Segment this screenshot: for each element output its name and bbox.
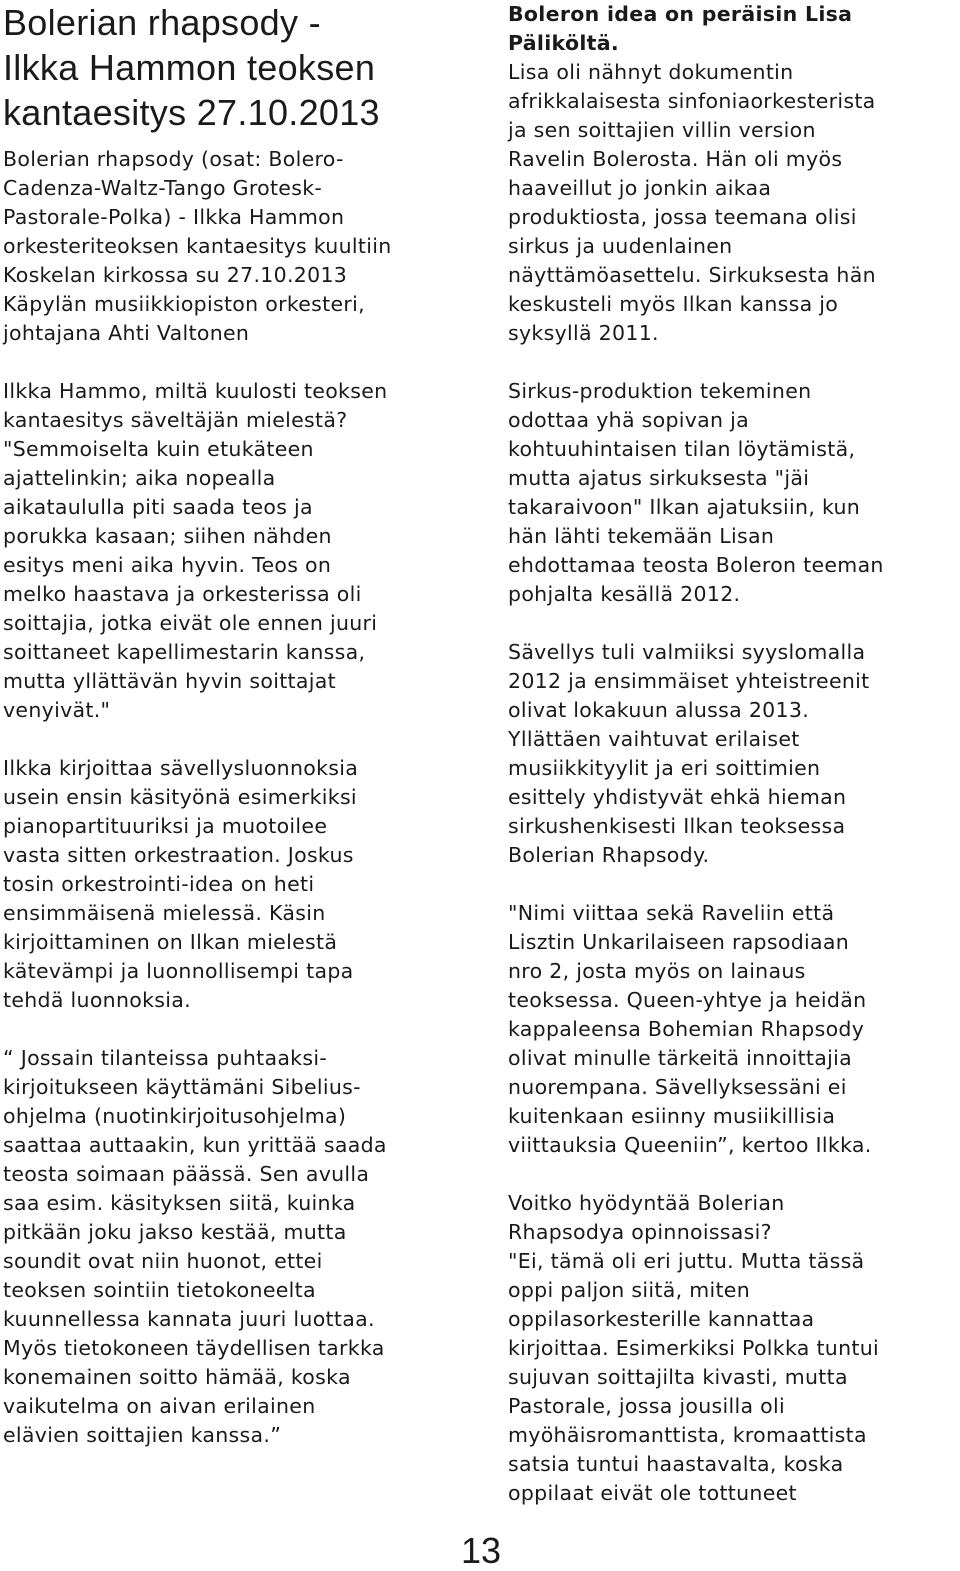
text-line: oppi paljon siitä, miten (508, 1278, 751, 1302)
heading-line: Päliköltä. (508, 31, 619, 55)
text-line: kirjoittaa. Esimerkiksi Polkka tuntui (508, 1336, 880, 1360)
text-line: Bolerian Rhapsody. (508, 843, 710, 867)
text-line: Voitko hyödyntää Bolerian (508, 1191, 785, 1215)
text-line: musiikkityylit ja eri soittimien (508, 756, 821, 780)
text-line: näyttämöasettelu. Sirkuksesta hän (508, 263, 876, 287)
article-title (3, 0, 473, 135)
text-line: sirkus ja uudenlainen (508, 234, 733, 258)
text-line: pianopartituuriksi ja muotoilee (3, 814, 328, 838)
text-line: soundit ovat niin huonot, ettei (3, 1249, 323, 1273)
text-line: ehdottamaa teosta Boleron teeman (508, 553, 884, 577)
sketching-paragraph (3, 754, 473, 1015)
text-line: takaraivoon" Ilkan ajatuksiin, kun (508, 495, 861, 519)
text-line: Sävellys tuli valmiiksi syyslomalla (508, 640, 866, 664)
section-heading (508, 0, 958, 58)
text-line: teoksen sointiin tietokoneelta (3, 1278, 316, 1302)
text-line: orkesteriteoksen kantaesitys kuultiin (3, 234, 392, 258)
text-line: syksyllä 2011. (508, 321, 659, 345)
text-line: saattaa auttaakin, kun yrittää saada (3, 1133, 387, 1157)
title-line: kantaesitys 27.10.2013 (3, 92, 380, 133)
text-line: tosin orkestrointi-idea on heti (3, 872, 315, 896)
text-line: Bolerian rhapsody (osat: Bolero- (3, 147, 344, 171)
text-line: odottaa yhä sopivan ja (508, 408, 750, 432)
text-line: johtajana Ahti Valtonen (3, 321, 250, 345)
text-line: Ravelin Bolerosta. Hän oli myös (508, 147, 843, 171)
interview-paragraph (3, 377, 473, 725)
text-line: vasta sitten orkestraation. Joskus (3, 843, 354, 867)
name-paragraph (508, 899, 958, 1160)
text-line: nro 2, josta myös on lainaus (508, 959, 806, 983)
text-line: kohtuuhintaisen tilan löytämistä, (508, 437, 856, 461)
text-line: tehdä luonnoksia. (3, 988, 191, 1012)
text-line: pohjalta kesällä 2012. (508, 582, 741, 606)
text-line: haaveillut jo jonkin aikaa (508, 176, 772, 200)
text-line: Ilkka kirjoittaa sävellysluonnoksia (3, 756, 359, 780)
text-line: kirjoitukseen käyttämäni Sibelius- (3, 1075, 361, 1099)
text-line: "Ei, tämä oli eri juttu. Mutta tässä (508, 1249, 865, 1273)
text-line: porukka kasaan; siihen nähden (3, 524, 332, 548)
text-line: afrikkalaisesta sinfoniaorkesterista (508, 89, 876, 113)
text-line: kätevämpi ja luonnollisempi tapa (3, 959, 354, 983)
text-line: elävien soittajien kanssa.” (3, 1423, 282, 1447)
text-line: esitys meni aika hyvin. Teos on (3, 553, 332, 577)
left-column (3, 0, 473, 1450)
text-line: Lisztin Unkarilaiseen rapsodiaan (508, 930, 850, 954)
text-line: keskusteli myös Ilkan kanssa jo (508, 292, 839, 316)
text-line: viittauksia Queeniin”, kertoo Ilkka. (508, 1133, 872, 1157)
text-line: “ Jossain tilanteissa puhtaaksi- (3, 1046, 328, 1070)
text-line: ensimmäisenä mielessä. Käsin (3, 901, 326, 925)
text-line: nuorempana. Sävellyksessäni ei (508, 1075, 847, 1099)
text-line: ajattelinkin; aika nopealla (3, 466, 276, 490)
text-line: soittajia, jotka eivät ole ennen juuri (3, 611, 378, 635)
text-line: kappaleensa Bohemian Rhapsody (508, 1017, 865, 1041)
text-line: Pastorale-Polka) - Ilkka Hammon (3, 205, 345, 229)
text-line: ja sen soittajien villin version (508, 118, 816, 142)
text-line: esittely yhdistyvät ehkä hieman (508, 785, 847, 809)
text-line: Ilkka Hammo, miltä kuulosti teoksen (3, 379, 388, 403)
text-line: oppilaat eivät ole tottuneet (508, 1481, 797, 1505)
text-line: olivat minulle tärkeitä innoittajia (508, 1046, 852, 1070)
text-line: 2012 ja ensimmäiset yhteistreenit (508, 669, 870, 693)
title-line: Bolerian rhapsody - (3, 2, 321, 43)
text-line: Cadenza-Waltz-Tango Grotesk- (3, 176, 323, 200)
text-line: teoksessa. Queen-yhtye ja heidän (508, 988, 867, 1012)
text-line: saa esim. käsityksen siitä, kuinka (3, 1191, 356, 1215)
text-line: vaikutelma on aivan erilainen (3, 1394, 316, 1418)
text-line: pitkään joku jakso kestää, mutta (3, 1220, 347, 1244)
text-line: kirjoittaminen on Ilkan mielestä (3, 930, 338, 954)
text-line: oppilasorkesterille kannattaa (508, 1307, 815, 1331)
text-line: Yllättäen vaihtuvat erilaiset (508, 727, 800, 751)
text-line: teosta soimaan päässä. Sen avulla (3, 1162, 370, 1186)
text-line: kuitenkaan esiinny musiikillisia (508, 1104, 836, 1128)
text-line: Lisa oli nähnyt dokumentin (508, 60, 794, 84)
text-line: aikataululla piti saada teos ja (3, 495, 313, 519)
text-line: Käpylän musiikkiopiston orkesteri, (3, 292, 365, 316)
text-line: mutta yllättävän hyvin soittajat (3, 669, 336, 693)
text-line: soittaneet kapellimestarin kanssa, (3, 640, 366, 664)
text-line: olivat lokakuun alussa 2013. (508, 698, 810, 722)
text-line: kuunnellessa kannata juuri luottaa. (3, 1307, 375, 1331)
quote-paragraph (3, 1044, 473, 1450)
text-line: produktiosta, jossa teemana olisi (508, 205, 857, 229)
text-line: ohjelma (nuotinkirjoitusohjelma) (3, 1104, 347, 1128)
text-line: satsia tuntui haastavalta, koska (508, 1452, 844, 1476)
text-line: myöhäisromanttista, kromaattista (508, 1423, 867, 1447)
text-line: "Semmoiselta kuin etukäteen (3, 437, 314, 461)
page-number: 13 (461, 1530, 502, 1571)
text-line: Myös tietokoneen täydellisen tarkka (3, 1336, 385, 1360)
text-line: kantaesitys säveltäjän mielestä? (3, 408, 348, 432)
text-line: hän lähti tekemään Lisan (508, 524, 775, 548)
right-column (508, 0, 958, 1508)
title-line: Ilkka Hammon teoksen (3, 47, 376, 88)
text-line: sujuvan soittajilta kivasti, mutta (508, 1365, 848, 1389)
text-line: venyivät." (3, 698, 111, 722)
text-line: usein ensin käsityönä esimerkiksi (3, 785, 357, 809)
heading-line: Boleron idea on peräisin Lisa (508, 2, 853, 26)
text-line: konemainen soitto hämää, koska (3, 1365, 351, 1389)
circus-paragraph (508, 377, 958, 609)
intro-paragraph (3, 145, 473, 348)
text-line: "Nimi viittaa sekä Raveliin että (508, 901, 835, 925)
text-line: Sirkus-produktion tekeminen (508, 379, 812, 403)
text-line: Rhapsodya opinnoissasi? (508, 1220, 772, 1244)
text-line: sirkushenkisesti Ilkan teoksessa (508, 814, 846, 838)
text-line: mutta ajatus sirkuksesta "jäi (508, 466, 810, 490)
text-line: Pastorale, jossa jousilla oli (508, 1394, 785, 1418)
lisa-paragraph (508, 58, 958, 348)
completion-paragraph (508, 638, 958, 870)
studies-paragraph (508, 1189, 958, 1508)
text-line: Koskelan kirkossa su 27.10.2013 (3, 263, 348, 287)
text-line: melko haastava ja orkesterissa oli (3, 582, 362, 606)
